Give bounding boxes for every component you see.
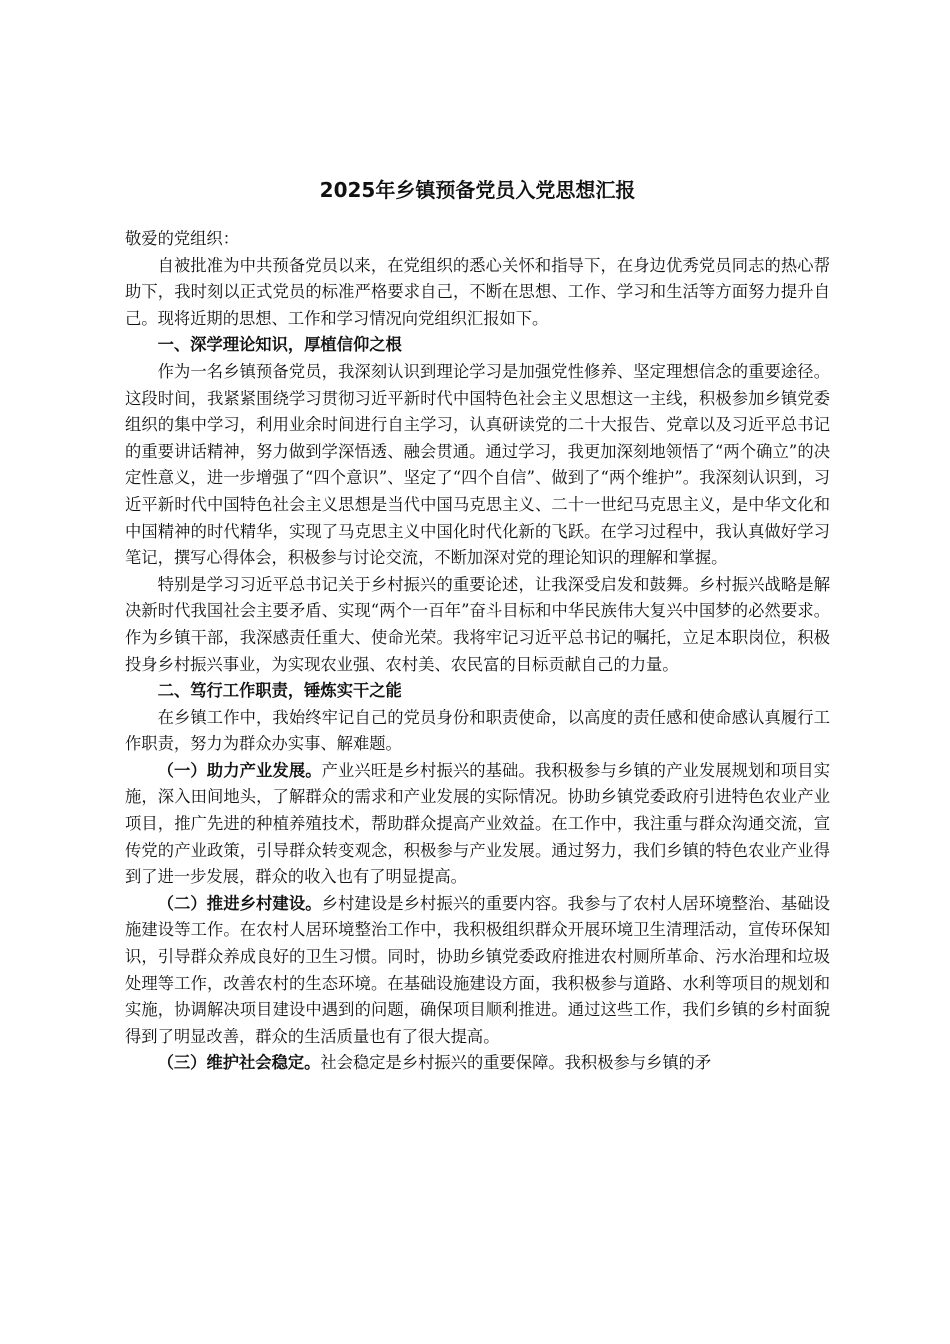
item-construction-text: 乡村建设是乡村振兴的重要内容。我参与了农村人居环境整治、基础设施建设等工作。在农村人居环境整治工作中，我积极组织群众开展环境卫生清理活动，宣传环保知识，引导群众养成良好的卫生习惯。同时，协助乡镇党委政府推进农村厕所革命、污水治理和垃圾处理等工作，改善农村的生态环境。在基础设施建设方面，我积极参与道路、水利等项目的规划和实施，协调解决项目建设中遇到的问题，确保项目顺利推进。通过这些工作，我们乡镇的乡村面貌得到了明显改善，群众的生活质量也有了很大提高。 [125,893,830,1046]
section1-heading: 一、深学理论知识，厚植信仰之根 [157,335,402,355]
section2-item-construction [125,891,830,1051]
intro-paragraph: 自被批准为中共预备党员以来，在党组织的悉心关怀和指导下，在身边优秀党员同志的热心帮助下，我时刻以正式党员的标准严格要求自己，不断在思想、工作、学习和生活等方面努力提升自己。现将近期的思想、工作和学习情况向党组织汇报如下。 [125,255,830,328]
section1-paragraph-2: 特别是学习习近平总书记关于乡村振兴的重要论述，让我深受启发和鼓舞。乡村振兴战略是解决新时代我国社会主要矛盾、实现“两个一百年”奋斗目标和中华民族伟大复兴中国梦的必然要求。作为乡镇干部，我深感责任重大、使命光荣。我将牢记习近平总书记的嘱托，立足本职岗位，积极投身乡村振兴事业，为实现农业强、农村美、农民富的目标贡献自己的力量。 [125,574,830,674]
salutation: 敬爱的党组织： [125,229,239,248]
item-industry-text: 产业兴旺是乡村振兴的基础。我积极参与乡镇的产业发展规划和项目实施，深入田间地头，了解群众的需求和产业发展的实际情况。协助乡镇党委政府引进特色农业产业项目，推广先进的种植养殖技术，帮助群众提高产业效益。在工作中，我注重与群众沟通交流，宣传党的产业政策，引导群众转变观念，积极参与产业发展。通过努力，我们乡镇的特色农业产业得到了进一步发展，群众的收入也有了明显提高。 [125,760,830,887]
item-stability-text: 社会稳定是乡村振兴的重要保障。我积极参与乡镇的矛 [320,1053,712,1073]
section2-item-industry [125,758,830,891]
section2-item-stability [125,1050,830,1077]
document-page [125,174,830,1077]
item-construction-lead: （二）推进乡村建设。 [157,893,322,913]
item-stability-lead: （三）维护社会稳定。 [157,1053,321,1073]
section1-paragraph-1: 作为一名乡镇预备党员，我深刻认识到理论学习是加强党性修养、坚定理想信念的重要途径。这段时间，我紧紧围绕学习贯彻习近平新时代中国特色社会主义思想这一主线，积极参加乡镇党委组织的集中学习，利用业余时间进行自主学习，认真研读党的二十大报告、党章以及习近平总书记的重要讲话精神，努力做到学深悟透、融会贯通。通过学习，我更加深刻地领悟了“两个确立”的决定性意义，进一步增强了“四个意识”、坚定了“四个自信”、做到了“两个维护”。我深刻认识到，习近平新时代中国特色社会主义思想是当代中国马克思主义、二十一世纪马克思主义，是中华文化和中国精神的时代精华，实现了马克思主义中国化时代化新的飞跃。在学习过程中，我认真做好学习笔记，撰写心得体会，积极参与讨论交流，不断加深对党的理论知识的理解和掌握。 [125,361,830,568]
section2-intro: 在乡镇工作中，我始终牢记自己的党员身份和职责使命，以高度的责任感和使命感认真履行工作职责，努力为群众办实事、解难题。 [125,707,830,754]
item-industry-lead: （一）助力产业发展。 [157,760,322,780]
document-title: 2025年乡镇预备党员入党思想汇报 [319,178,636,202]
section2-heading: 二、笃行工作职责，锤炼实干之能 [157,681,402,701]
